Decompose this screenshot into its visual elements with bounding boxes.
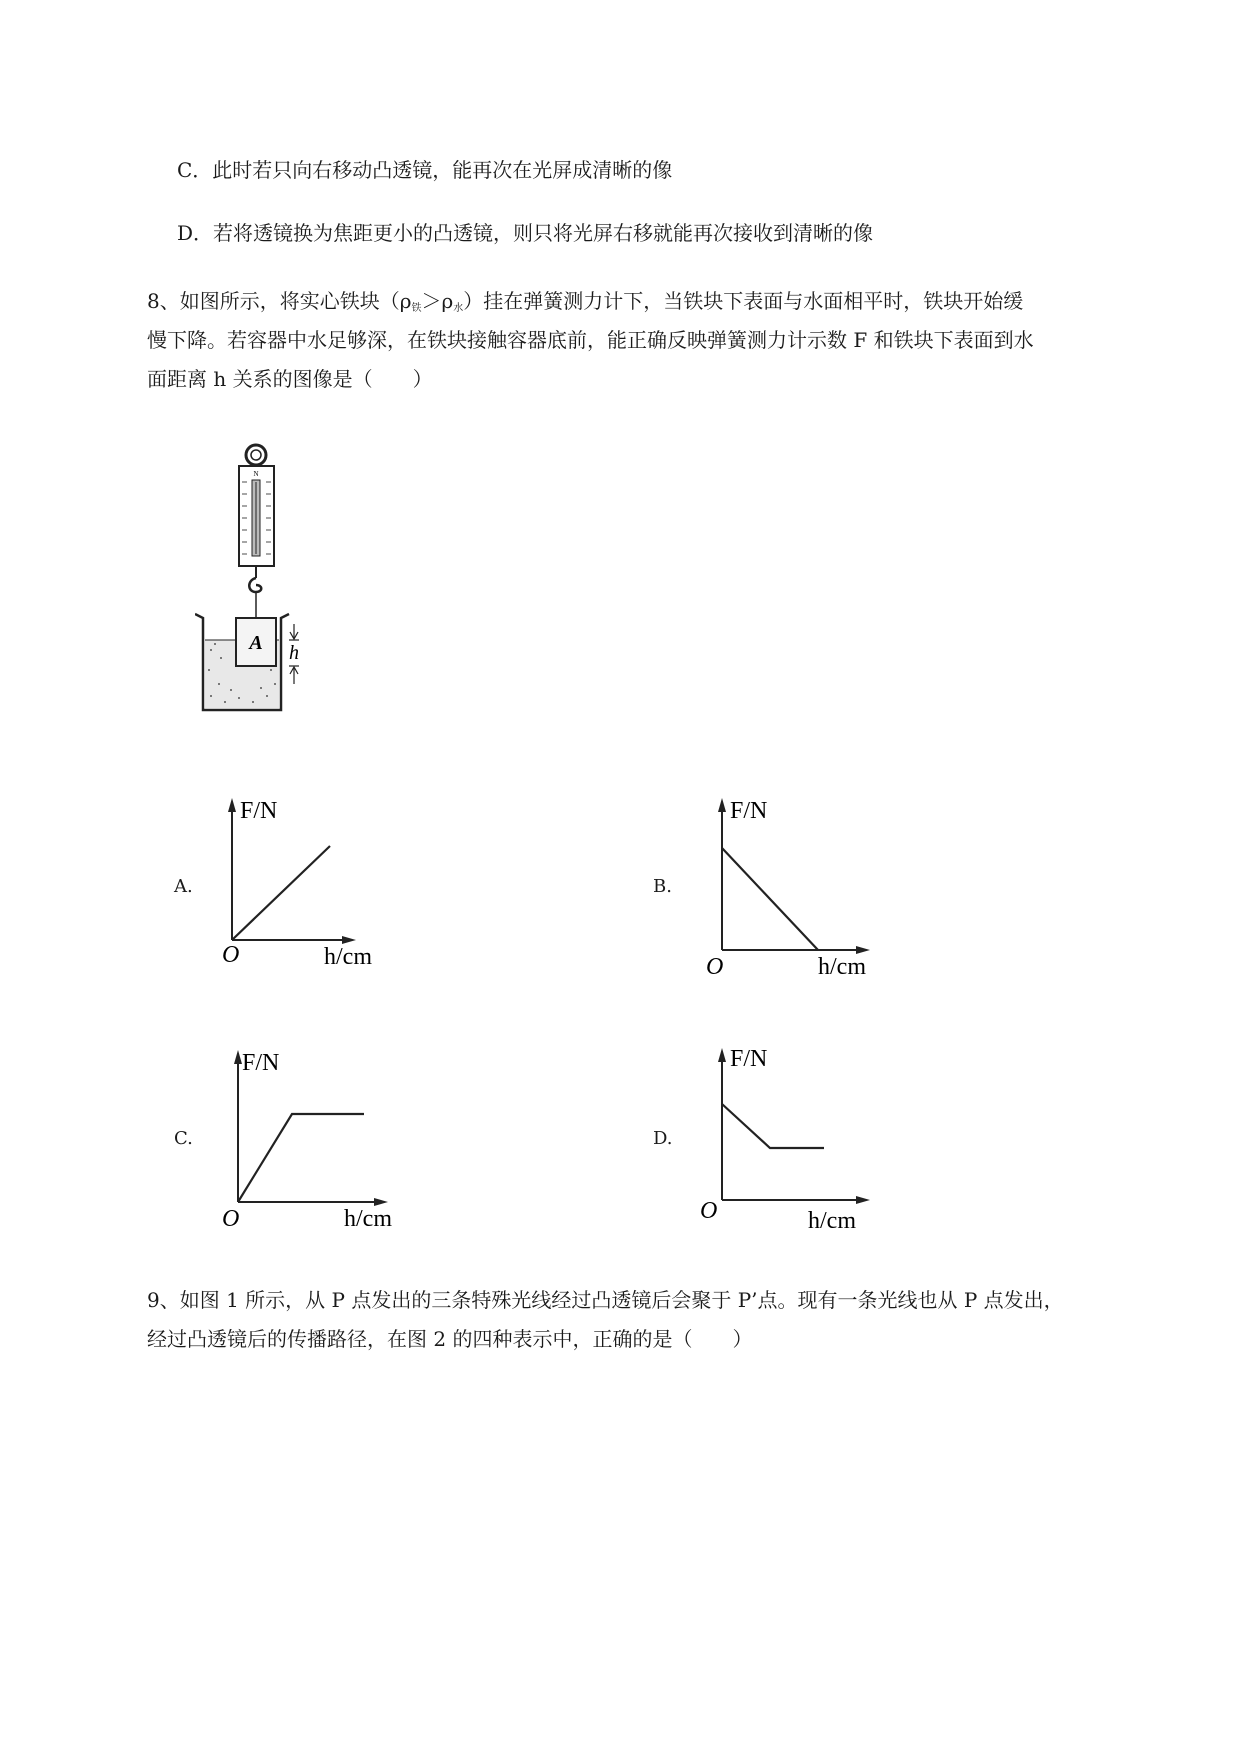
option-b-label: B. [653,876,672,897]
graph-a-origin-label: O [222,942,240,968]
graph-a-x-axis-label: h/cm [324,944,372,970]
q9-line-2: 经过凸透镜后的传播路径，在图 2 的四种表示中，正确的是（ ） [147,1327,753,1351]
graph-d-x-axis-label: h/cm [808,1208,856,1232]
subscript-water: 水 [453,303,464,314]
graph-d-origin-label: O [700,1198,718,1224]
graph-option-d [700,1042,900,1232]
scale-unit-label: N [253,470,259,478]
q8-line-3: 面距离 h 关系的图像是（ ） [147,367,433,391]
graph-d-y-axis-label: F/N [730,1046,768,1072]
graph-option-a [220,790,400,970]
graph-c-x-axis-label: h/cm [344,1206,392,1232]
q8-line-1: 8、如图所示，将实心铁块$(\rho_铁>\rho_水)$挂在弹簧测力计下，当铁块下表面与水面相平时，铁块开始缓 [147,289,1024,314]
graph-c-y-axis-label: F/N [242,1050,280,1076]
graph-option-b [706,790,906,980]
graph-b-y-axis-label: F/N [730,798,768,824]
graph-a-y-axis-label: F/N [240,798,278,824]
spring-scale-figure [195,440,345,720]
graph-b-origin-label: O [706,954,724,980]
q8-line-2: 慢下降。若容器中水足够深，在铁块接触容器底前，能正确反映弹簧测力计示数 F 和铁块下表面到水 [147,328,1034,352]
q7-option-c: C．此时若只向右移动凸透镜，能再次在光屏成清晰的像 [177,158,673,182]
q9-line-1: 9、如图 1 所示，从 P 点发出的三条特殊光线经过凸透镜后会聚于 P’点。现有一条光线也从 P 点发出， [147,1288,1064,1312]
graph-c-origin-label: O [222,1206,240,1232]
q7-option-d: D．若将透镜换为焦距更小的凸透镜，则只将光屏右移就能再次接收到清晰的像 [177,221,874,245]
subscript-iron: 铁 [411,303,422,314]
graph-b-x-axis-label: h/cm [818,954,866,980]
option-a-label: A. [174,876,193,897]
graph-option-c [222,1042,422,1232]
option-c-label: C. [174,1128,193,1149]
option-d-label: D. [653,1128,673,1149]
depth-label: h [289,642,299,664]
block-label: A [249,632,263,654]
